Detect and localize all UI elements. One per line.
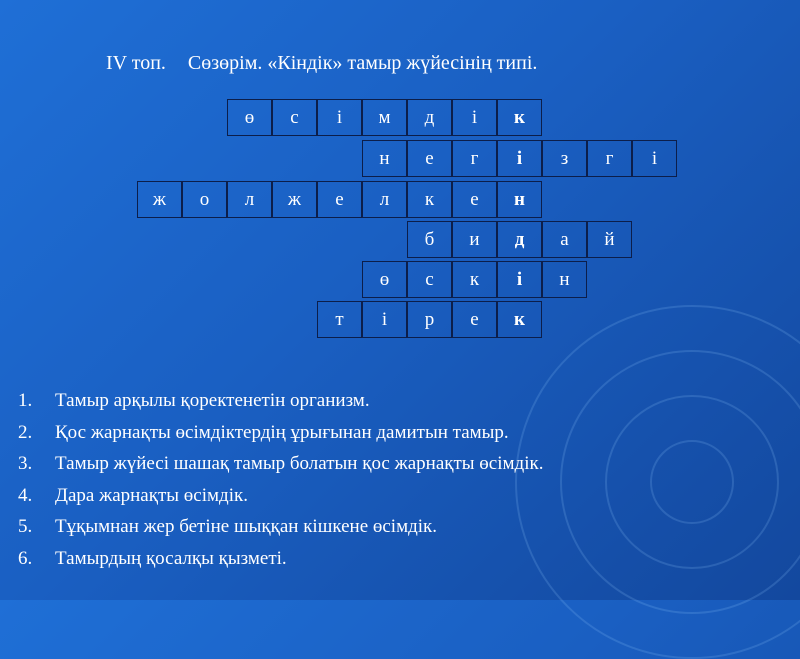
clue-number: 2. <box>18 421 33 443</box>
crossword-cell: м <box>362 99 407 136</box>
crossword-cell: к <box>452 261 497 298</box>
clue-number: 1. <box>18 390 33 411</box>
clue-number: 5. <box>18 516 33 537</box>
crossword-cell: н <box>542 261 587 298</box>
crossword-cell: і <box>362 301 407 338</box>
crossword-cell: д <box>407 99 452 136</box>
clue-text: Тамырдың қосалқы қызметі. <box>55 547 287 569</box>
clue-number: 3. <box>18 453 33 474</box>
crossword-cell: е <box>317 181 362 218</box>
crossword-cell: н <box>362 140 407 177</box>
clue-item <box>18 385 543 417</box>
clue-text: Қос жарнақты өсімдіктердің ұрығынан дамитын тамыр. <box>55 421 509 443</box>
crossword-cell: о <box>182 181 227 218</box>
crossword-cell: р <box>407 301 452 338</box>
crossword-cell: л <box>227 181 272 218</box>
crossword-cell: ө <box>362 261 407 298</box>
clue-item <box>18 511 543 543</box>
crossword-cell: б <box>407 221 452 258</box>
clue-number: 4. <box>18 484 33 506</box>
group-label: IV топ. <box>106 52 166 74</box>
clue-item <box>18 480 543 512</box>
clue-text: Тамыр арқылы қоректенетін организм. <box>55 390 370 411</box>
clue-item <box>18 448 543 480</box>
clue-item <box>18 543 543 575</box>
crossword-cell: і <box>317 99 362 136</box>
crossword-cell: е <box>452 181 497 218</box>
ripple-decoration <box>560 350 800 614</box>
crossword-key-cell: д <box>497 221 542 258</box>
crossword-key-cell: і <box>497 261 542 298</box>
crossword-cell: ө <box>227 99 272 136</box>
slide-title <box>106 52 537 75</box>
clue-list <box>18 385 543 574</box>
crossword-cell: і <box>452 99 497 136</box>
clue-number: 6. <box>18 547 33 569</box>
ripple-decoration <box>605 395 779 569</box>
ripple-decoration <box>650 440 734 524</box>
crossword-cell: л <box>362 181 407 218</box>
ripple-decoration <box>515 305 800 659</box>
crossword-cell: к <box>407 181 452 218</box>
crossword-cell: и <box>452 221 497 258</box>
crossword-cell: е <box>452 301 497 338</box>
crossword-cell: е <box>407 140 452 177</box>
crossword-cell: й <box>587 221 632 258</box>
crossword-cell: а <box>542 221 587 258</box>
clue-item <box>18 417 543 449</box>
crossword-cell: з <box>542 140 587 177</box>
clue-text: Тұқымнан жер бетіне шыққан кішкене өсімдік. <box>55 516 438 537</box>
crossword-cell: с <box>407 261 452 298</box>
crossword-cell: ж <box>272 181 317 218</box>
crossword-key-cell: к <box>497 301 542 338</box>
crossword-key-cell: і <box>497 140 542 177</box>
crossword-cell: ж <box>137 181 182 218</box>
puzzle-label: Сөзөрім. «Кіндік» тамыр жүйесінің типі. <box>187 52 538 74</box>
crossword-cell: с <box>272 99 317 136</box>
crossword-key-cell: н <box>497 181 542 218</box>
clue-text: Дара жарнақты өсімдік. <box>55 484 248 506</box>
crossword-cell: г <box>587 140 632 177</box>
clue-text: Тамыр жүйесі шашақ тамыр болатын қос жарнақты өсімдік. <box>55 453 544 474</box>
crossword-cell: т <box>317 301 362 338</box>
crossword-key-cell: к <box>497 99 542 136</box>
crossword-cell: і <box>632 140 677 177</box>
crossword-cell: г <box>452 140 497 177</box>
